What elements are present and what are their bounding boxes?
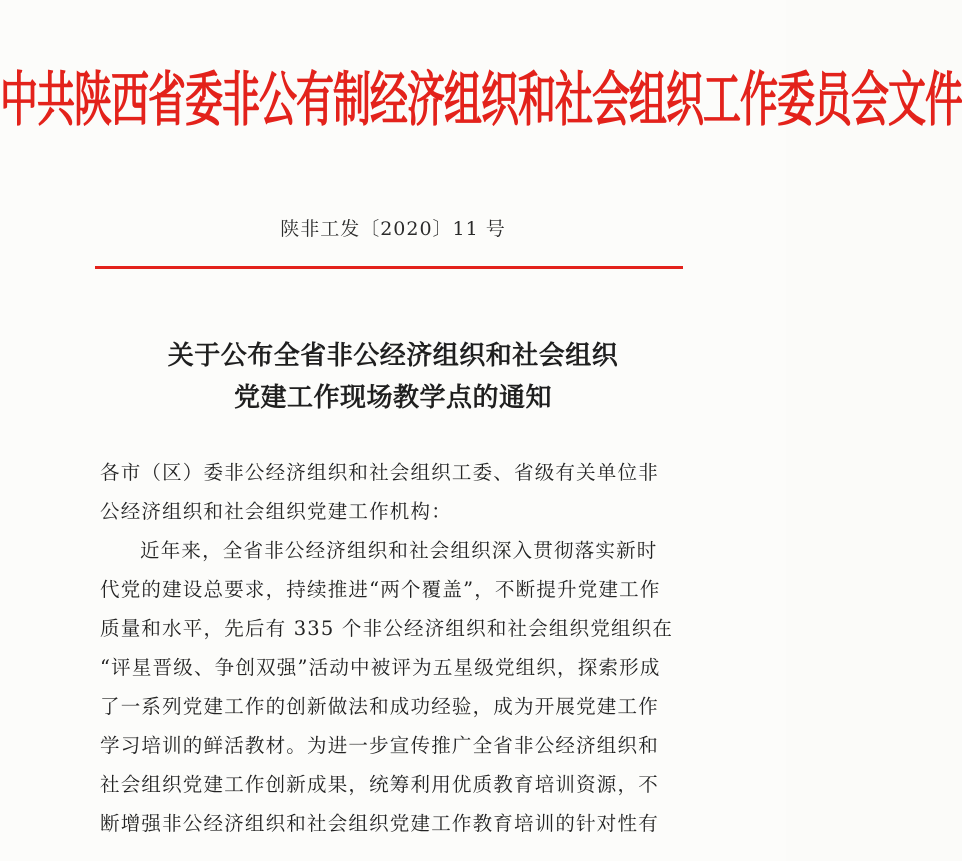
body-line-6: “评星晋级、争创双强”活动中被评为五星级党组织，探索形成	[100, 656, 661, 679]
body-line-5: 质量和水平，先后有 335 个非公经济组织和社会组织党组织在	[100, 617, 674, 640]
document-number: 陕非工发〔2020〕11 号	[280, 218, 506, 240]
body-line-4: 代党的建设总要求，持续推进“两个覆盖”，不断提升党建工作	[100, 578, 661, 601]
body-line-8: 学习培训的鲜活教材。为进一步宣传推广全省非公经济组织和	[100, 734, 659, 757]
body-line-10: 断增强非公经济组织和社会组织党建工作教育培训的针对性有	[100, 812, 659, 835]
body-line-7: 了一系列党建工作的创新做法和成功经验，成为开展党建工作	[100, 695, 659, 718]
issuer-header-title: 中共陕西省委非公有制经济组织和社会组织工作委员会文件	[0, 64, 962, 135]
body-line-9: 社会组织党建工作创新成果，统筹利用优质教育培训资源，不	[100, 773, 659, 796]
body-line-1: 各市（区）委非公经济组织和社会组织工委、省级有关单位非	[100, 461, 659, 484]
notice-title-line-2: 党建工作现场教学点的通知	[233, 383, 552, 413]
body-line-2: 公经济组织和社会组织党建工作机构：	[100, 500, 452, 523]
notice-title-line-1: 关于公布全省非公经济组织和社会组织	[167, 341, 619, 371]
red-divider-line	[95, 266, 683, 269]
body-line-3: 近年来，全省非公经济组织和社会组织深入贯彻落实新时	[140, 539, 658, 562]
